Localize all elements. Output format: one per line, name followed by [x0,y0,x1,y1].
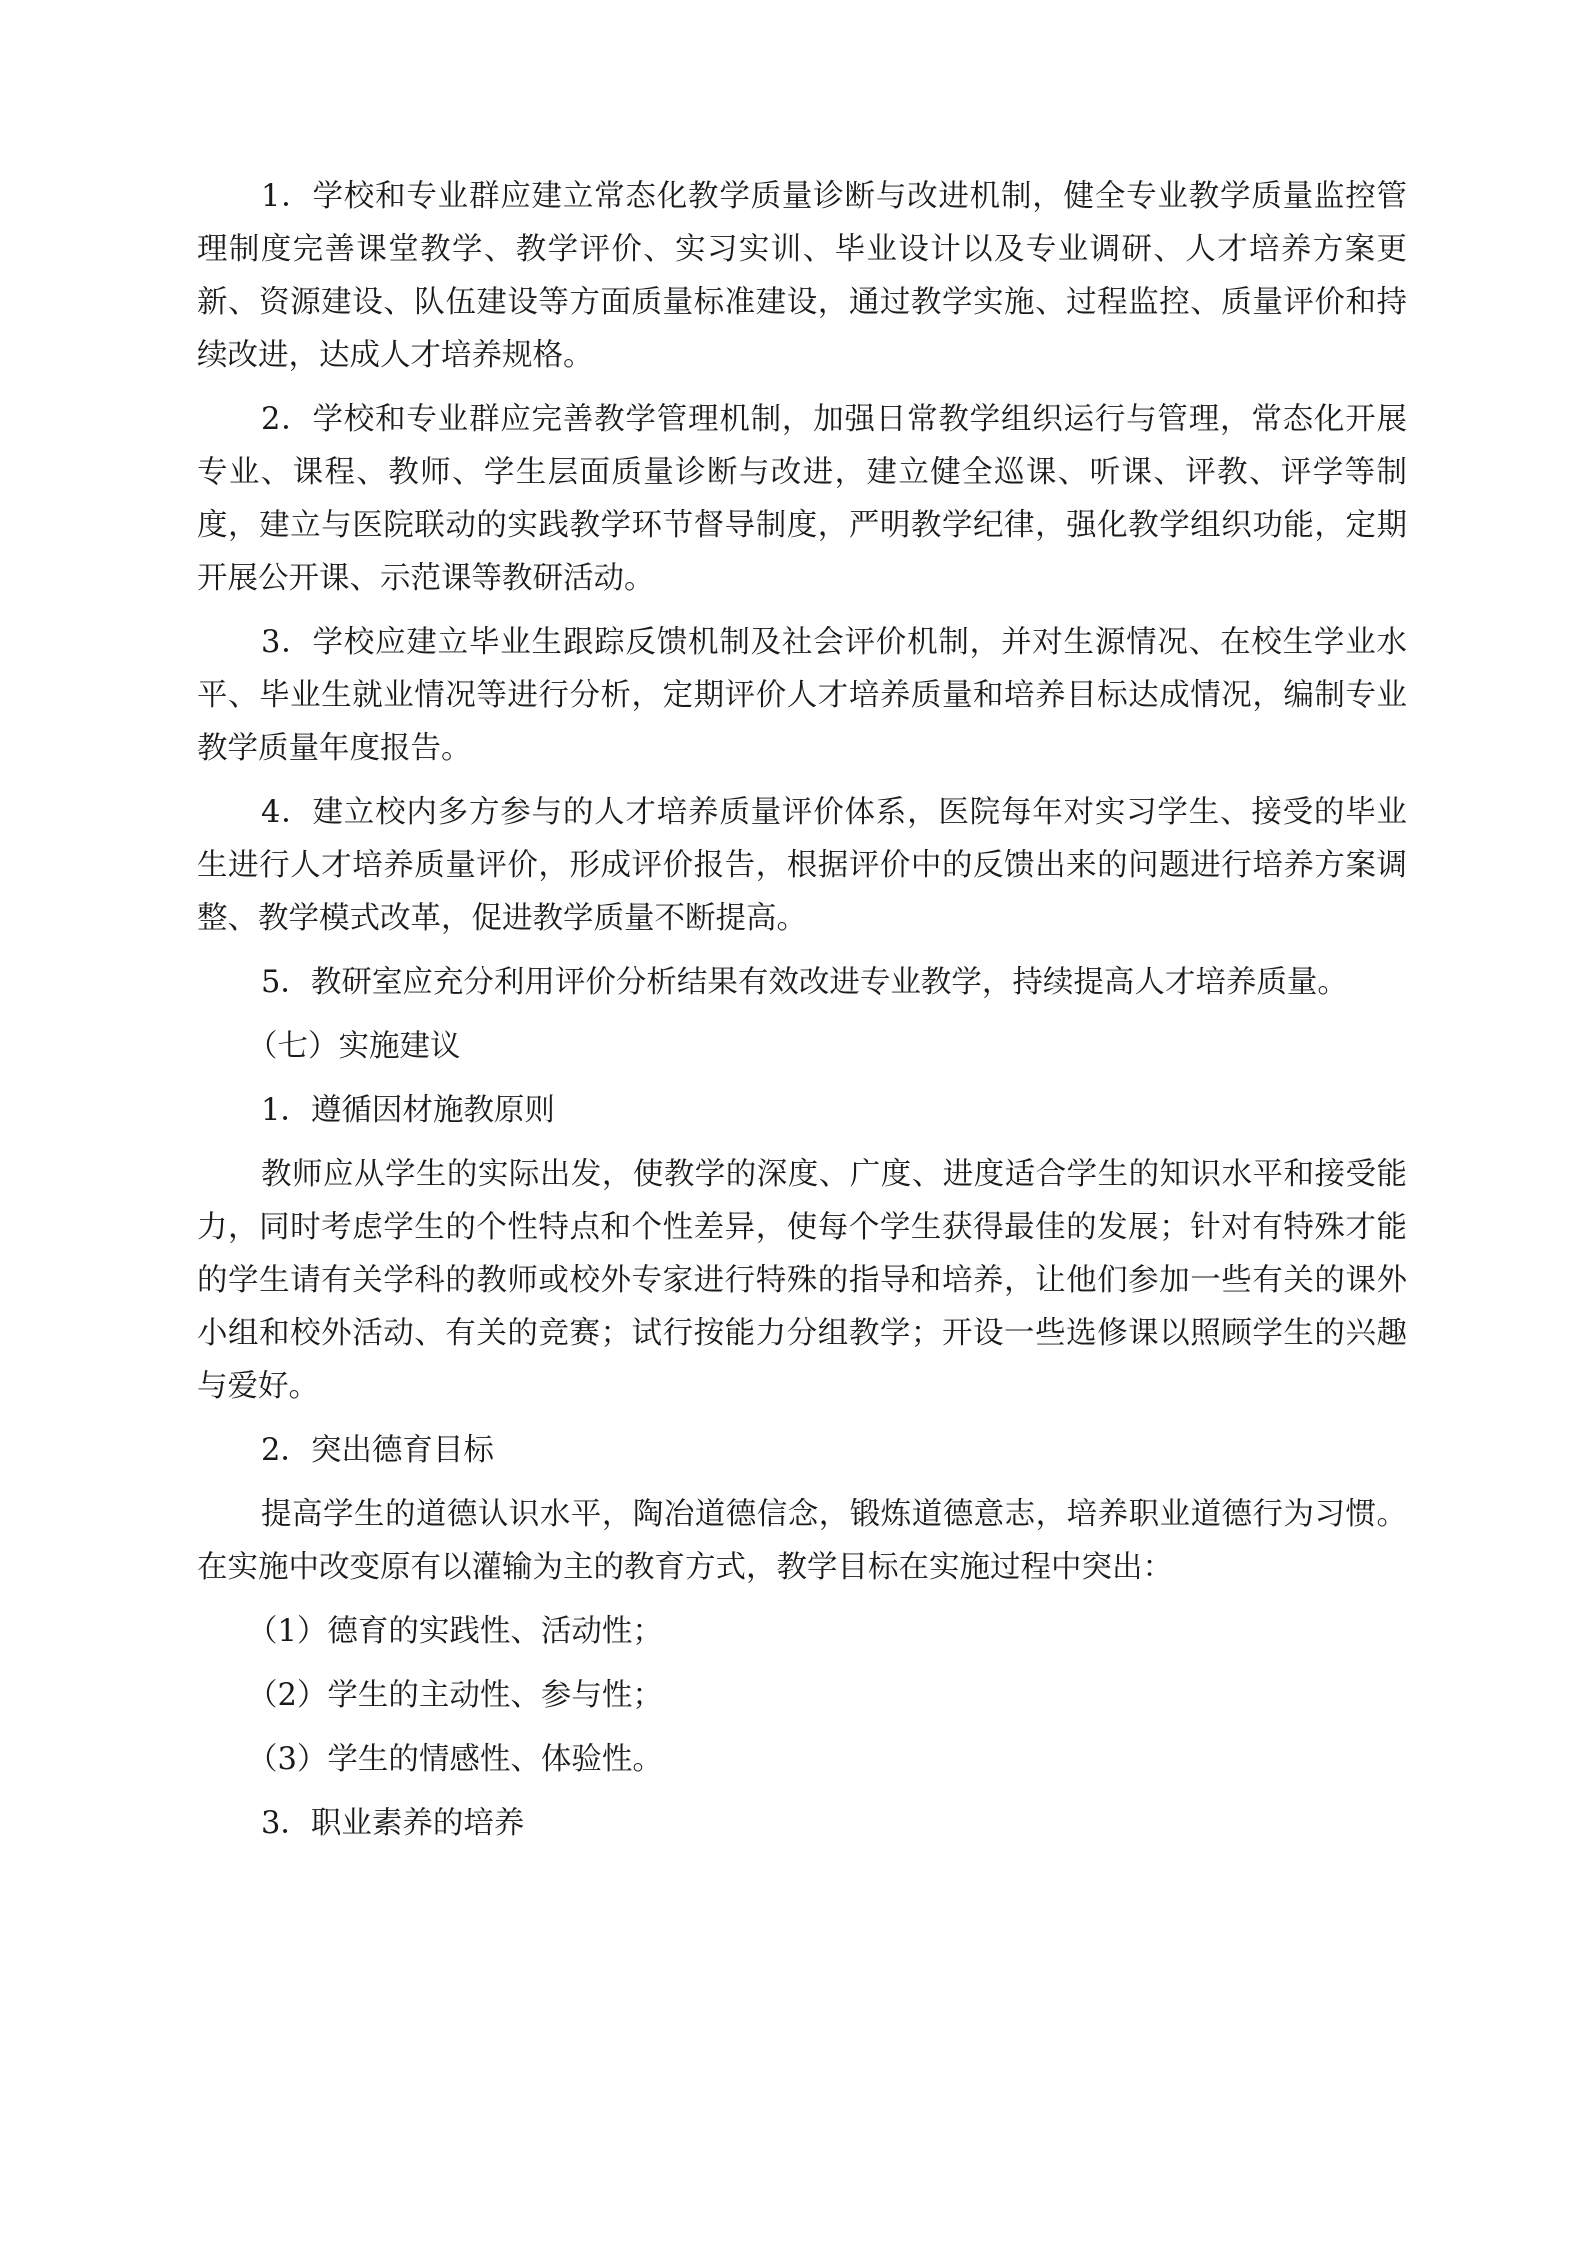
item-3-title: 3．职业素养的培养 [261,1806,525,1841]
quality-paragraph-5: 5．教研室应充分利用评价分析结果有效改进专业教学，持续提高人才培养质量。 [261,965,1348,1000]
item-1-body: 教师应从学生的实际出发，使教学的深度、广度、进度适合学生的知识水平和接受能力，同时考虑学生的个性特点和个性差异，使每个学生获得最佳的发展；针对有特殊才能的学生请有关学科的教师或校外专家进行特殊的指导和培养，让他们参加一些有关的课外小组和校外活动、有关的竞赛；试行按能力分组教学；开设一些选修课以照顾学生的兴趣与爱好。 [197,1157,1407,1404]
item-2-sub-3: （3）学生的情感性、体验性。 [247,1742,663,1777]
section-heading: （七）实施建议 [247,1029,461,1064]
item-2-body: 提高学生的道德认识水平，陶冶道德信念，锻炼道德意志，培养职业道德行为习惯。在实施中改变原有以灌输为主的教育方式，教学目标在实施过程中突出： [197,1497,1407,1585]
item-2-title: 2．突出德育目标 [261,1433,494,1468]
item-2-sub-2: （2）学生的主动性、参与性； [247,1678,663,1713]
quality-paragraph-2: 2．学校和专业群应完善教学管理机制，加强日常教学组织运行与管理，常态化开展专业、课程、教师、学生层面质量诊断与改进，建立健全巡课、听课、评教、评学等制度，建立与医院联动的实践教学环节督导制度，严明教学纪律，强化教学组织功能，定期开展公开课、示范课等教研活动。 [197,402,1407,596]
item-2-sub-1: （1）德育的实践性、活动性； [247,1614,663,1649]
quality-paragraph-1: 1．学校和专业群应建立常态化教学质量诊断与改进机制，健全专业教学质量监控管理制度完善课堂教学、教学评价、实习实训、毕业设计以及专业调研、人才培养方案更新、资源建设、队伍建设等方面质量标准建设，通过教学实施、过程监控、质量评价和持续改进，达成人才培养规格。 [197,179,1407,373]
quality-paragraph-3: 3．学校应建立毕业生跟踪反馈机制及社会评价机制，并对生源情况、在校生学业水平、毕业生就业情况等进行分析，定期评价人才培养质量和培养目标达成情况，编制专业教学质量年度报告。 [197,625,1407,766]
item-1-title: 1．遵循因材施教原则 [261,1093,555,1128]
document-body [197,170,1407,1861]
quality-paragraph-4: 4．建立校内多方参与的人才培养质量评价体系，医院每年对实习学生、接受的毕业生进行人才培养质量评价，形成评价报告，根据评价中的反馈出来的问题进行培养方案调整、教学模式改革，促进教学质量不断提高。 [197,795,1407,936]
